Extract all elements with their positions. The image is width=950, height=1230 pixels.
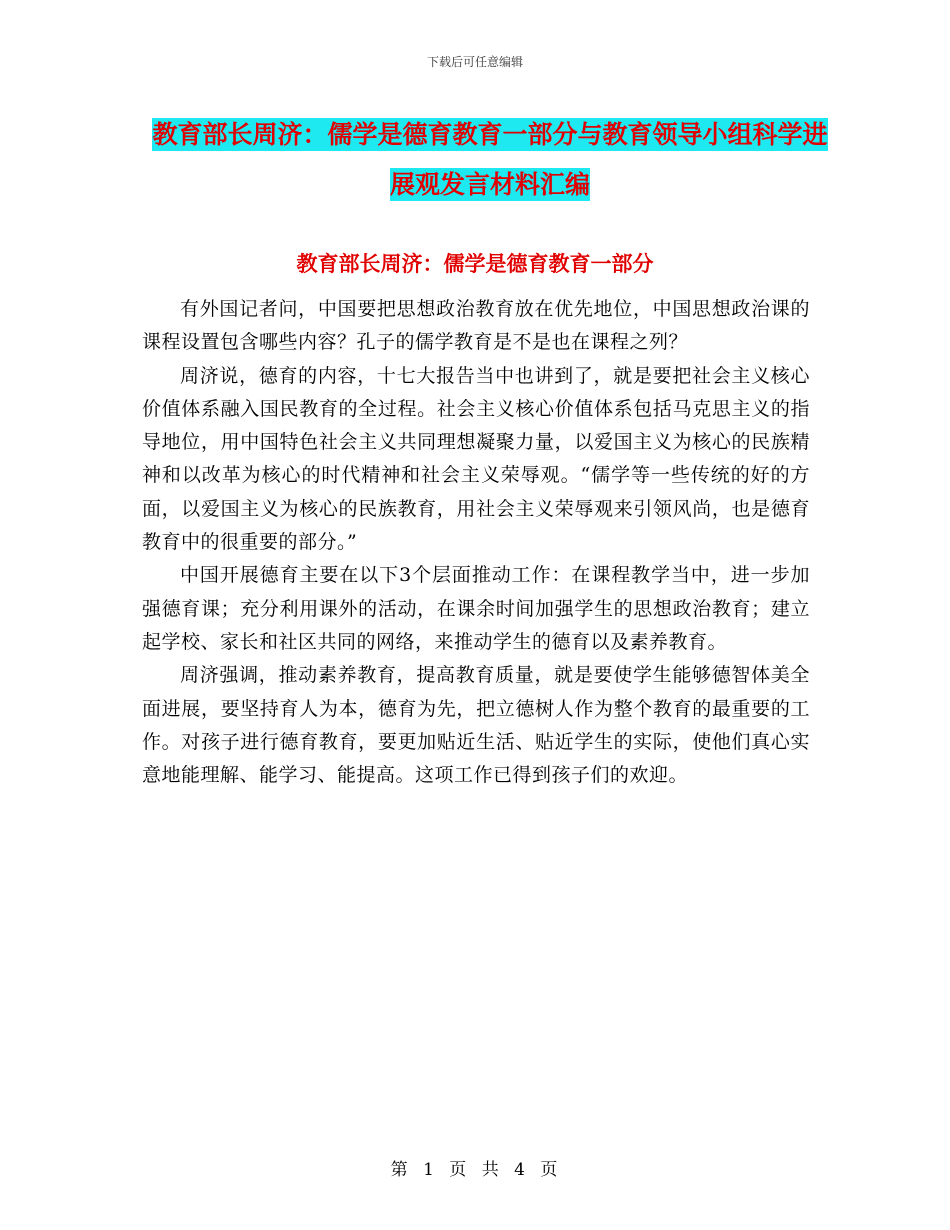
paragraph: 周济说，德育的内容，十七大报告当中也讲到了，就是要把社会主义核心价值体系融入国民教育的全过程。社会主义核心价值体系包括马克思主义的指导地位，用中国特色社会主义共同理想凝聚力量，以爱国主义为核心的民族精神和以改革为核心的时代精神和社会主义荣辱观。“儒学等一些传统的好的方面，以爱国主义为核心的民族教育，用社会主义荣辱观来引领风尚，也是德育教育中的很重要的部分。”: [142, 364, 810, 554]
header-note: 下载后可任意编辑: [426, 55, 523, 69]
paragraph: 有外国记者问，中国要把思想政治教育放在优先地位，中国思想政治课的课程设置包含哪些内容？孔子的儒学教育是不是也在课程之列？: [142, 298, 810, 354]
page-footer: 第 1 页 共 4 页: [390, 1160, 560, 1180]
document-body: [142, 293, 810, 792]
paragraph: 周济强调，推动素养教育，提高教育质量，就是要使学生能够德智体美全面进展，要坚持育人为本，德育为先，把立德树人作为整个教育的最重要的工作。对孩子进行德育教育，要更加贴近生活、贴近学生的实际，使他们真心实意地能理解、能学习、能提高。这项工作已得到孩子们的欢迎。: [142, 664, 810, 787]
document-title: [150, 110, 830, 210]
document-title-text: 教育部长周济：儒学是德育教育一部分与教育领导小组科学进展观发言材料汇编: [152, 120, 828, 199]
paragraph: 中国开展德育主要在以下3个层面推动工作：在课程教学当中，进一步加强德育课；充分利用课外的活动，在课余时间加强学生的思想政治教育；建立起学校、家长和社区共同的网络，来推动学生的德育以及素养教育。: [142, 564, 810, 653]
section-subtitle: 教育部长周济：儒学是德育教育一部分: [296, 252, 654, 276]
